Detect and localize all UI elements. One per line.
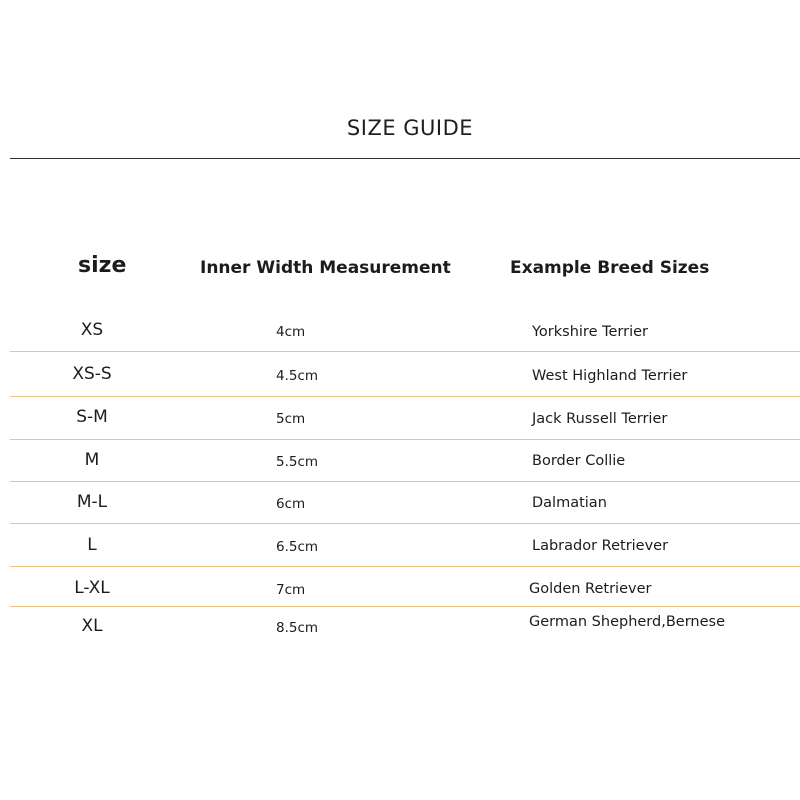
width-cell: 4.5cm <box>276 368 319 384</box>
breed-cell: Labrador Retriever <box>532 538 669 554</box>
row-divider <box>10 606 800 607</box>
size-cell: M-L <box>76 492 108 512</box>
width-cell: 5cm <box>276 411 306 427</box>
width-cell: 5.5cm <box>276 454 319 470</box>
width-cell: 6cm <box>276 496 306 512</box>
size-cell: L-XL <box>74 578 110 598</box>
size-cell: XS <box>80 320 104 340</box>
size-cell: XL <box>81 616 103 636</box>
title-divider <box>10 158 800 159</box>
header-example-breeds: Example Breed Sizes <box>510 258 710 278</box>
row-divider <box>10 396 800 397</box>
size-cell: S-M <box>76 407 108 427</box>
row-divider <box>10 566 800 567</box>
breed-cell: Jack Russell Terrier <box>532 411 668 427</box>
width-cell: 8.5cm <box>276 620 319 636</box>
breed-cell: German Shepherd,Bernese <box>529 614 725 630</box>
width-cell: 4cm <box>276 324 306 340</box>
breed-cell: Yorkshire Terrier <box>532 324 648 340</box>
width-cell: 7cm <box>276 582 306 598</box>
page-title: SIZE GUIDE <box>346 116 474 140</box>
row-divider <box>10 523 800 524</box>
row-divider <box>10 351 800 352</box>
width-cell: 6.5cm <box>276 539 319 555</box>
breed-cell: West Highland Terrier <box>532 368 688 384</box>
header-size: size <box>78 253 127 278</box>
breed-cell: Dalmatian <box>532 495 607 511</box>
breed-cell: Border Collie <box>532 453 626 469</box>
size-cell: M <box>84 450 100 470</box>
row-divider <box>10 481 800 482</box>
size-cell: XS-S <box>72 364 112 384</box>
header-inner-width: Inner Width Measurement <box>200 258 451 278</box>
row-divider <box>10 439 800 440</box>
breed-cell: Golden Retriever <box>529 581 652 597</box>
size-cell: L <box>87 535 97 555</box>
